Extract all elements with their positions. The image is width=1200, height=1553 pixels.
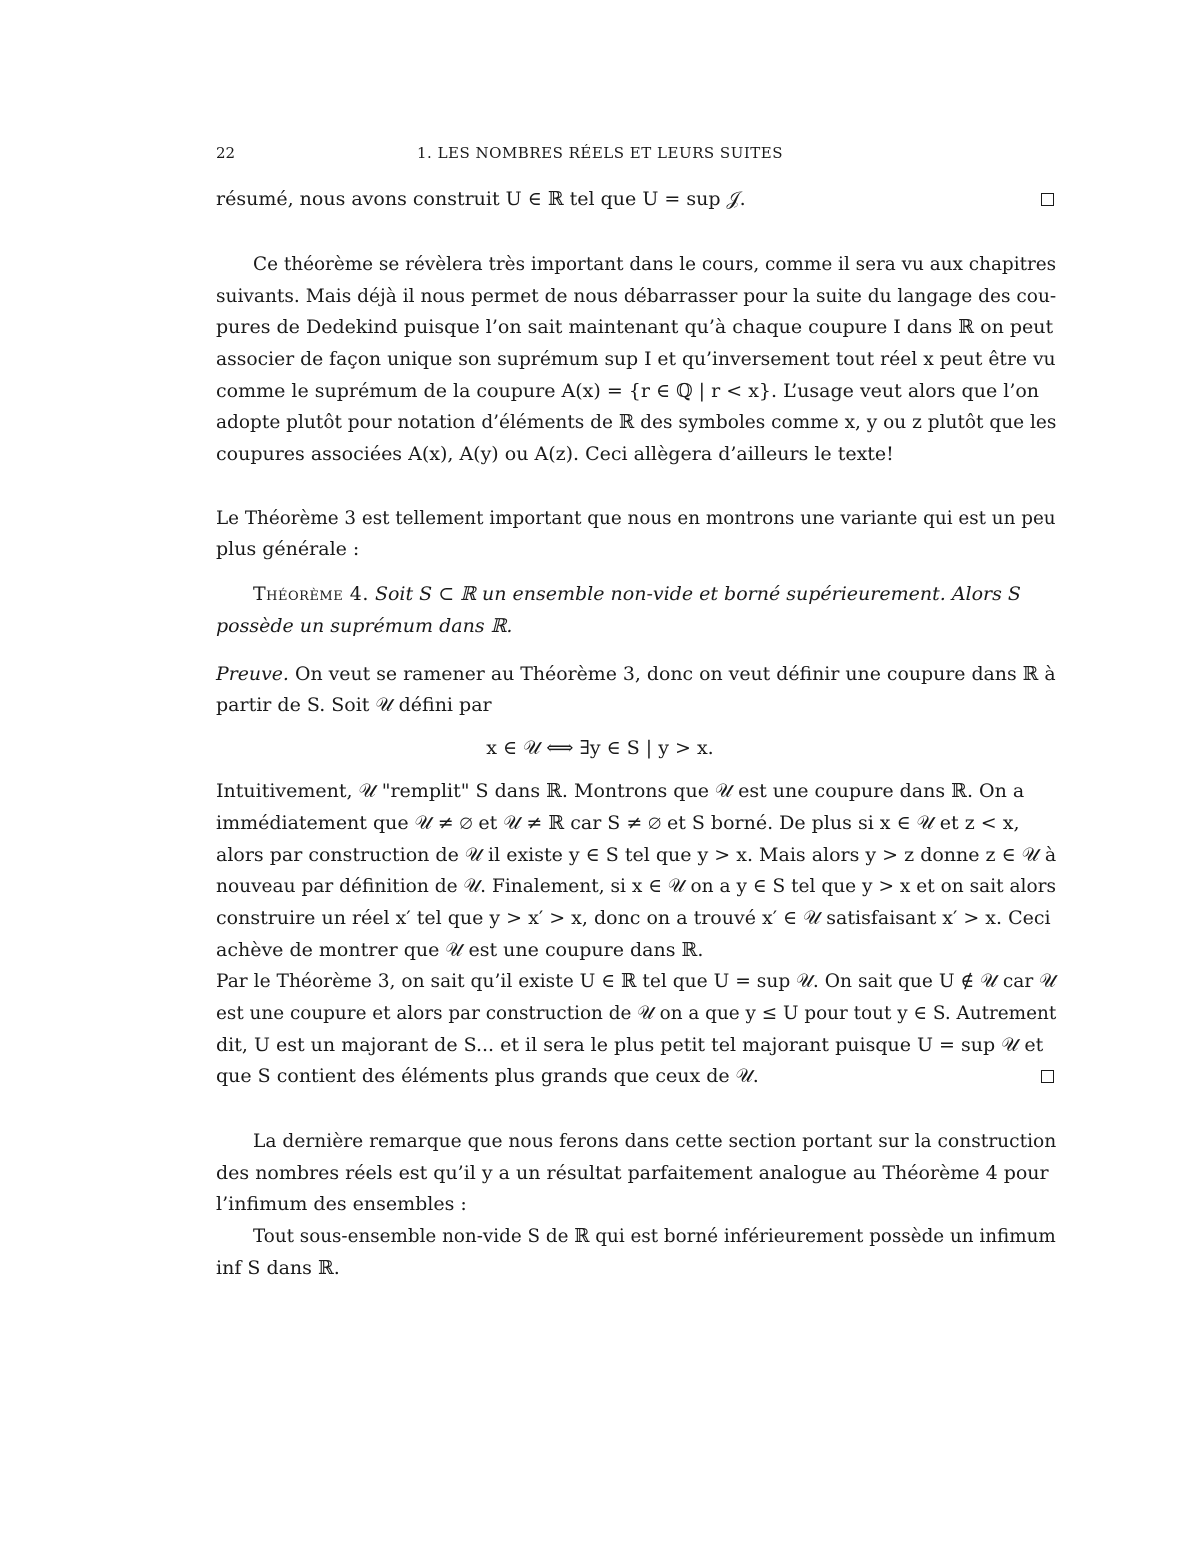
theorem-statement — [253, 583, 1021, 605]
paragraph-line: coupures associées A(x), A(y) ou A(z). Ceci allègera d’ailleurs le texte! — [216, 443, 894, 465]
paragraph-line: comme le suprémum de la coupure A(x) = {r ∈ ℚ | r < x}. L’usage veut alors que l’on — [216, 380, 1040, 402]
paragraph-line: Intuitivement, 𝒰 "remplit" S dans ℝ. Montrons que 𝒰 est une coupure dans ℝ. On a — [216, 780, 1025, 802]
display-equation: x ∈ 𝒰 ⟺ ∃y ∈ S | y > x. — [486, 737, 714, 759]
qed-square-icon — [1041, 1070, 1054, 1083]
paragraph-line: que S contient des éléments plus grands que ceux de 𝒰. — [216, 1065, 759, 1087]
theorem-label: Théorème 4. — [253, 583, 369, 605]
paragraph-line: Ce théorème se révèlera très important dans le cours, comme il sera vu aux chapitres — [253, 253, 1057, 275]
paragraph-line: dit, U est un majorant de S... et il sera le plus petit tel majorant puisque U = sup 𝒰 et — [216, 1034, 1044, 1056]
paragraph-line: Le Théorème 3 est tellement important que nous en montrons une variante qui est un peu — [216, 507, 1056, 529]
paragraph-line: pures de Dedekind puisque l’on sait maintenant qu’à chaque coupure I dans ℝ on peut — [216, 316, 1054, 338]
proof-label: Preuve. — [216, 663, 289, 685]
paragraph-line: l’infimum des ensembles : — [216, 1193, 467, 1215]
theorem-text: Soit S ⊂ ℝ un ensemble non-vide et borné supérieurement. Alors S — [374, 583, 1021, 605]
paragraph-line: est une coupure et alors par construction de 𝒰 on a que y ≤ U pour tout y ∈ S. Autrement — [216, 1002, 1057, 1024]
paragraph-line: immédiatement que 𝒰 ≠ ∅ et 𝒰 ≠ ℝ car S ≠ ∅ et S borné. De plus si x ∈ 𝒰 et z < x, — [216, 812, 1020, 834]
paragraph-line: Tout sous-ensemble non-vide S de ℝ qui est borné inférieurement possède un infimum — [253, 1225, 1056, 1247]
qed-square-icon — [1041, 193, 1054, 206]
paragraph-line: Par le Théorème 3, on sait qu’il existe U ∈ ℝ tel que U = sup 𝒰. On sait que U ∉ 𝒰 car 𝒰 — [216, 970, 1056, 992]
paragraph-line: associer de façon unique son suprémum sup I et qu’inversement tout réel x peut être vu — [216, 348, 1056, 370]
paragraph-line: La dernière remarque que nous ferons dans cette section portant sur la construction — [253, 1130, 1057, 1152]
running-header: 1. LES NOMBRES RÉELS ET LEURS SUITES — [416, 144, 783, 162]
paragraph-line: des nombres réels est qu’il y a un résultat parfaitement analogue au Théorème 4 pour — [216, 1162, 1049, 1184]
proof-start — [216, 663, 1056, 685]
paragraph-line: construire un réel x′ tel que y > x′ > x, donc on a trouvé x′ ∈ 𝒰 satisfaisant x′ > x. Ceci — [216, 907, 1051, 929]
paragraph-line: nouveau par définition de 𝒰. Finalement, si x ∈ 𝒰 on a y ∈ S tel que y > x et on sait alors — [216, 875, 1057, 897]
paragraph-line: partir de S. Soit 𝒰 défini par — [216, 694, 492, 716]
proof-text: On veut se ramener au Théorème 3, donc on veut définir une coupure dans ℝ à — [294, 663, 1056, 685]
theorem-text-line: possède un suprémum dans ℝ. — [216, 615, 513, 637]
paragraph-line: résumé, nous avons construit U ∈ ℝ tel que U = sup 𝒥. — [216, 188, 746, 210]
page-number: 22 — [216, 144, 236, 162]
paragraph-line: alors par construction de 𝒰 il existe y ∈ S tel que y > x. Mais alors y > z donne z ∈ 𝒰 à — [216, 844, 1057, 866]
paragraph-line: inf S dans ℝ. — [216, 1257, 340, 1279]
paragraph-line: plus générale : — [216, 538, 360, 560]
paragraph-line: adopte plutôt pour notation d’éléments de ℝ des symboles comme x, y ou z plutôt que les — [216, 411, 1057, 433]
paragraph-line: achève de montrer que 𝒰 est une coupure dans ℝ. — [216, 939, 704, 961]
paragraph-line: suivants. Mais déjà il nous permet de nous débarrasser pour la suite du langage des cou- — [216, 285, 1057, 307]
